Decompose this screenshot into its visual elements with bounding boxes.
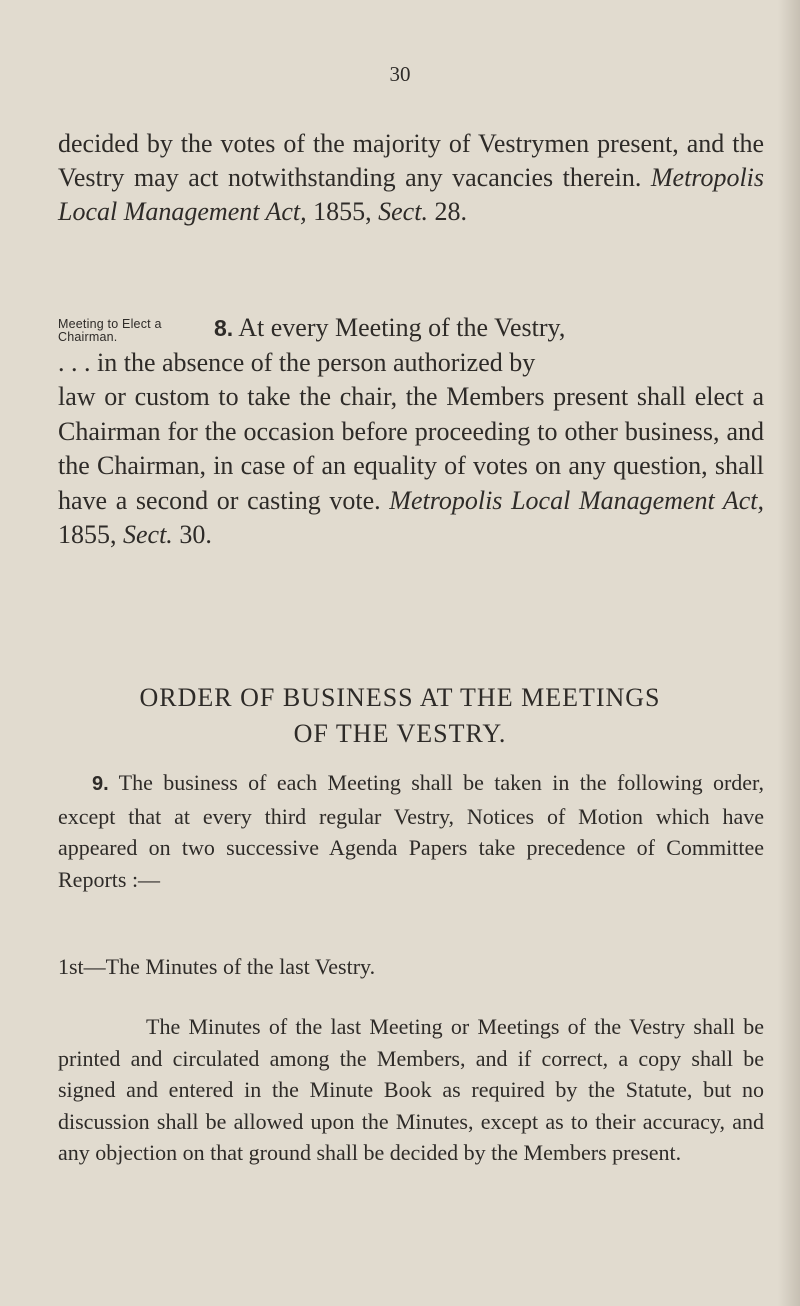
section-8-body: law or custom to take the chair, the Members present shall elect a Chairman for the occasion before proceeding to other business, and the Chairman, in case of an equality of votes on any question, shall have a second or casting vote. — [58, 382, 764, 515]
section-9-indent — [58, 770, 92, 795]
page-edge-shadow — [778, 0, 800, 1306]
citation-act: Metropolis Local Management Act, — [58, 163, 765, 226]
minutes-paragraph: The Minutes of the last Meeting or Meetings of the Vestry shall be printed and circulated among the Members, and if correct, a copy shall be signed and entered in the Minute Book as required by the Statute, but no discussion shall be allowed upon the Minutes, except as to their accuracy, and any objection on that ground shall be decided by the Members present. — [58, 1014, 764, 1165]
section-9-paragraph — [58, 767, 764, 895]
side-note-line-1: Meeting to Elect a — [58, 317, 162, 331]
section-8-citation-number: 30. — [179, 520, 212, 549]
section-9-number: 9. — [92, 773, 109, 795]
section-heading-line-1: ORDER OF BUSINESS AT THE MEETINGS — [139, 683, 661, 712]
continuation-text: decided by the votes of the majority of Vestrymen present, and the Vestry may act notwithstanding any vacancies therein. — [58, 129, 764, 192]
section-8-citation-act: Metropolis Local Management Act, — [389, 485, 765, 515]
section-8-paragraph — [58, 311, 764, 553]
citation-number: 28. — [434, 197, 467, 226]
section-8-first-line — [58, 311, 764, 346]
section-heading-line-2: OF THE VESTRY. — [293, 719, 507, 748]
order-list-item-1: 1st—The Minutes of the last Vestry. — [58, 954, 376, 979]
section-8-citation-sect: Sect. — [123, 520, 173, 549]
continuation-paragraph — [58, 127, 764, 229]
citation-year: 1855, — [313, 197, 372, 226]
section-8-number: 8. — [214, 315, 234, 341]
section-9-text: The business of each Meeting shall be taken in the following order, except that at every third regular Vestry, Notices of Motion which have appeared on two successive Agenda Papers take precedence of Committee Reports :— — [58, 770, 765, 892]
section-8-citation-year: 1855, — [58, 520, 117, 549]
side-note-line-2: Chairman. — [58, 330, 118, 344]
citation-sect: Sect. — [378, 197, 428, 226]
page-number: 30 — [389, 62, 411, 86]
section-8-second-line: . . . in the absence of the person authorized by — [58, 347, 536, 377]
section-8-opening: At every Meeting of the Vestry, — [238, 313, 566, 342]
